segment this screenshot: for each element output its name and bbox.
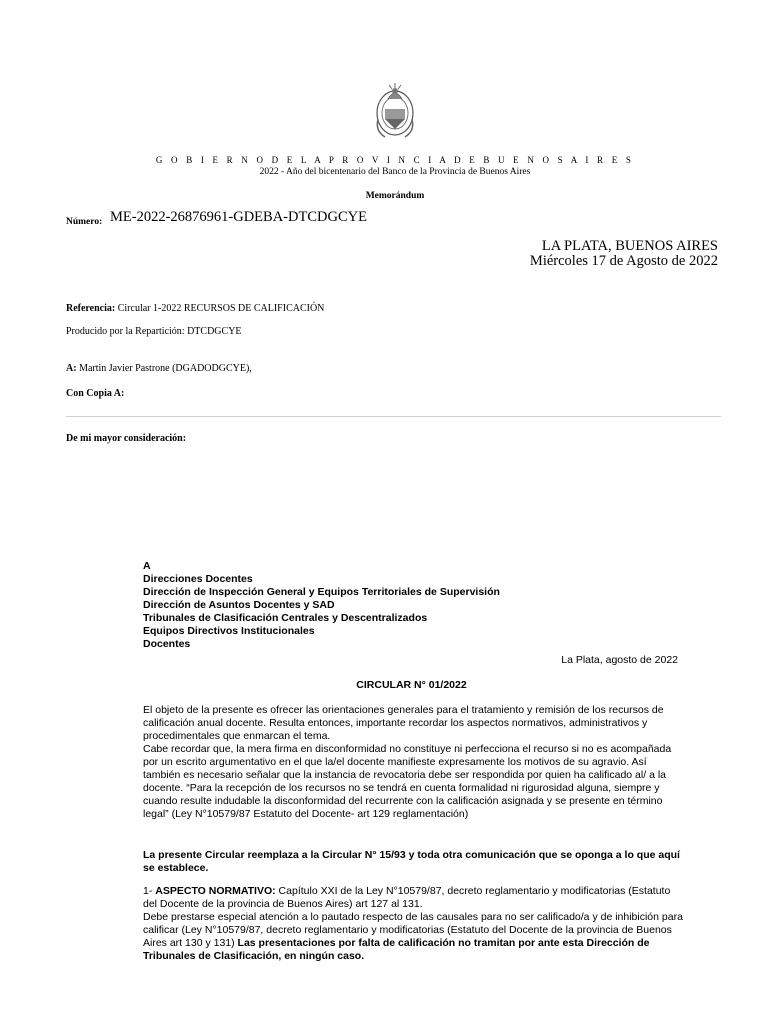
government-header: G O B I E R N O D E L A P R O V I N C I A D E B U E N O S A I R E S [155,155,635,165]
divider [66,416,721,417]
body-paragraph [143,704,683,821]
numero-value: ME-2022-26876961-GDEBA-DTCDGCYE [110,209,367,225]
circular-title: CIRCULAR N° 01/2022 [356,679,467,691]
aspecto-bold-text: Las presentaciones por falta de calificación no tramitan por ante esta Dirección de Tribunales de Clasificación, en ningún caso. [143,937,650,962]
aspecto-normativo [143,885,683,963]
recipient-label: A: [66,363,77,374]
aspecto-title: ASPECTO NORMATIVO: [155,885,276,897]
list-item: A [143,560,151,572]
list-item: Equipos Directivos Institucionales [143,625,315,637]
referencia-value: Circular 1-2022 RECURSOS DE CALIFICACIÓN [115,303,325,314]
list-item: Dirección de Asuntos Docentes y SAD [143,599,335,611]
list-item: Dirección de Inspección General y Equipos Territoriales de Supervisión [143,586,500,598]
recipient-value: Martin Javier Pastrone (DGADODGCYE), [76,363,252,374]
referencia-line [66,303,324,314]
recipients-list [143,560,500,651]
paragraph: El objeto de la presente es ofrecer las orientaciones generales para el tratamiento y remisión de los recursos de calificación anual docente. Resulta entonces, importante recordar los aspectos normativos, administrativos y procedimentales que enmarcan el tema. [143,704,664,742]
producido-line: Producido por la Repartición: DTCDGCYE [66,326,242,337]
paragraph: Cabe recordar que, la mera firma en disconformidad no constituye ni perfecciona el recurso si no es acompañada por un escrito argumentativo en el que la/el docente manifieste expresamente los motivos de su agravio. Así también es necesario señalar que la instancia de revocatoria debe ser respondida por quien ha calificado al/ a la docente. “Para la recepción de los recursos no se tendrá en cuenta formalidad ni rigurosidad alguna, siempre y cuando resulte indudable la disconformidad del recurrente con la calificación asignada y se presente en término legal” (Ley N°10579/87 Estatuto del Docente- art 129 reglamentación) [143,743,672,820]
circular-place-date: La Plata, agosto de 2022 [561,654,678,666]
paragraph [143,885,683,911]
replacement-notice: La presente Circular reemplaza a la Circular N° 15/93 y toda otra comunicación que se oponga a lo que aquí se establece. [143,849,680,874]
list-item: Docentes [143,638,191,650]
document-type: Memorándum [365,191,425,201]
paragraph [143,911,683,963]
city: LA PLATA, BUENOS AIRES [541,238,718,254]
aspecto-number: 1- [143,885,156,897]
date: Miércoles 17 de Agosto de 2022 [529,253,718,269]
referencia-label: Referencia: [66,303,116,314]
recipient-line [66,363,252,374]
year-motto: 2022 - Año del bicentenario del Banco de la Provincia de Buenos Aires [259,167,531,177]
aspecto-text: Capítulo XXI de la Ley N°10579/87, decreto reglamentario y modificatorias (Estatuto del Docente de la provincia de Buenos Aires) art 127 al 131. [143,885,671,910]
greeting: De mi mayor consideración: [66,433,187,444]
numero-label: Número: [66,217,103,227]
list-item: Direcciones Docentes [143,573,253,585]
aspecto-text: Debe prestarse especial atención a lo pautado respecto de las causales para no ser calificado/a y de inhibición para calificar (Ley N°10579/87, decreto reglamentario y modificatorias (Estatuto del Docente de la provincia de Buenos Aires art 130 y 131) [143,911,683,949]
coat-of-arms-seal [371,79,419,143]
list-item: Tribunales de Clasificación Centrales y Descentralizados [143,612,428,624]
copia-label: Con Copia A: [66,388,125,399]
